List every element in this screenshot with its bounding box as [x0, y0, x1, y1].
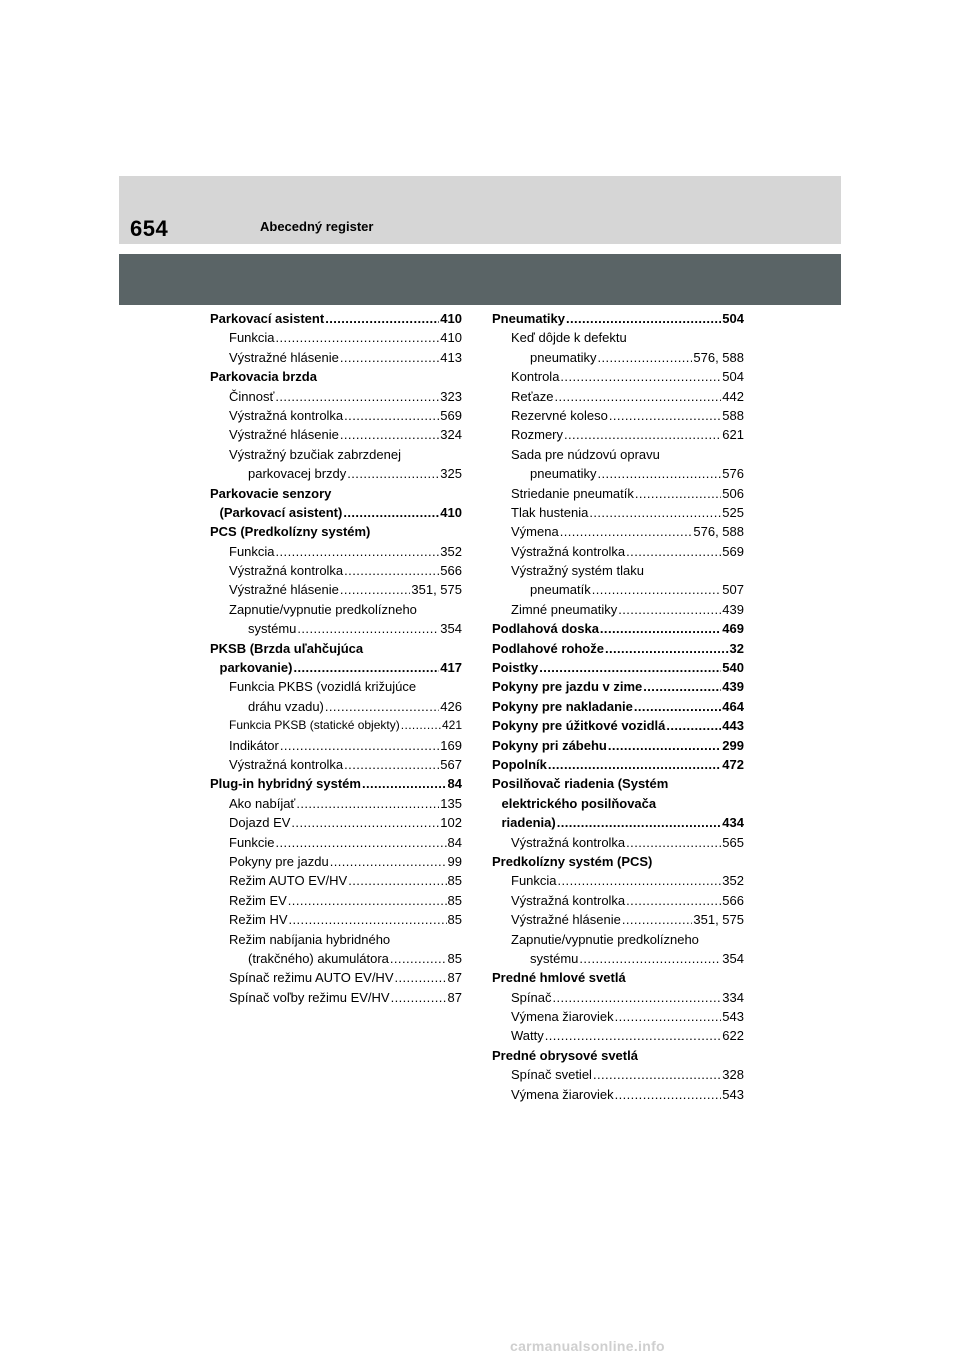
index-entry-term: systému — [530, 950, 579, 966]
index-entry-term: Tlak hustenia — [511, 504, 589, 520]
index-entry — [210, 930, 462, 949]
index-entry-term: Režim AUTO EV/HV — [229, 873, 348, 889]
dot-leader — [626, 833, 721, 852]
dot-leader — [609, 406, 721, 425]
index-column-right — [492, 309, 744, 1104]
index-entry-page: 565 — [722, 834, 744, 850]
index-entry-page: 351, 575 — [411, 582, 462, 598]
index-entry-term: Zapnutie/vypnutie predkolízneho — [229, 601, 417, 617]
index-entry — [492, 794, 744, 813]
index-entry — [492, 484, 744, 503]
index-entry-term: Výstražný systém tlaku — [511, 563, 644, 579]
index-entry-page: 324 — [440, 427, 462, 443]
dot-leader — [597, 464, 721, 483]
index-entry — [492, 445, 744, 464]
index-entry — [210, 988, 462, 1007]
index-entry-term: Výstražná kontrolka — [511, 892, 626, 908]
index-entry-term: Výmena žiaroviek — [511, 1086, 614, 1102]
index-entry — [492, 755, 744, 774]
index-entry — [492, 580, 744, 599]
dot-leader — [560, 522, 693, 541]
index-entry-page: 504 — [722, 311, 744, 326]
index-entry-page: 325 — [440, 466, 462, 482]
dot-leader — [634, 697, 721, 716]
index-entry — [210, 639, 462, 658]
index-entry — [210, 619, 462, 638]
index-entry-page: 85 — [447, 892, 462, 908]
dot-leader — [635, 484, 721, 503]
index-entry-page: 566 — [722, 892, 744, 908]
dot-leader — [340, 580, 411, 599]
dot-leader — [626, 891, 721, 910]
index-entry — [492, 387, 744, 406]
dot-leader — [325, 697, 439, 716]
index-entry-page: 410 — [440, 504, 462, 520]
index-entry — [210, 522, 462, 541]
index-entry-page: 32 — [729, 640, 744, 656]
dot-leader — [560, 367, 721, 386]
dot-leader — [276, 328, 440, 347]
index-entry-term: Výstražné hlásenie — [229, 349, 339, 365]
index-entry-term: Výstražné hlásenie — [229, 582, 339, 598]
index-entry-page: 135 — [440, 795, 462, 811]
dot-leader — [276, 542, 440, 561]
index-entry — [492, 716, 744, 735]
index-entry — [210, 949, 462, 968]
page-number: 654 — [130, 216, 169, 241]
index-entry — [492, 871, 744, 890]
index-entry-page: 567 — [440, 756, 462, 772]
index-entry — [210, 794, 462, 813]
index-entry-page: 469 — [722, 621, 744, 637]
index-entry-page: 352 — [722, 873, 744, 889]
index-entry-term: pneumatík — [530, 582, 591, 598]
index-entry — [492, 425, 744, 444]
watermark: carmanualsonline.info — [510, 1338, 665, 1354]
index-entry-page: 87 — [447, 970, 462, 986]
index-entry — [210, 600, 462, 619]
index-entry-page: 299 — [722, 737, 744, 753]
index-entry-page: 334 — [722, 989, 744, 1005]
index-entry — [210, 387, 462, 406]
index-entry — [492, 658, 744, 677]
index-entry-page: 504 — [722, 369, 744, 385]
dot-leader — [643, 677, 721, 696]
index-entry-page: 566 — [440, 563, 462, 579]
index-entry — [210, 852, 462, 871]
index-entry-term: Plug-in hybridný systém — [210, 776, 361, 792]
dot-leader — [666, 716, 721, 735]
index-entry — [492, 522, 744, 541]
index-entry — [210, 445, 462, 464]
index-entry — [492, 949, 744, 968]
index-entry — [210, 716, 462, 735]
index-entry — [210, 736, 462, 755]
dot-leader — [276, 833, 447, 852]
index-entry — [492, 309, 744, 328]
index-entry-term: Parkovacia brzda — [210, 369, 317, 385]
header-band — [119, 176, 841, 244]
index-entry — [210, 891, 462, 910]
index-entry-term: elektrického posilňovača — [501, 795, 657, 811]
dot-leader — [340, 348, 439, 367]
index-entry-page: 421 — [441, 718, 462, 733]
index-entry-page: 464 — [722, 698, 744, 714]
index-entry-page: 439 — [722, 679, 744, 695]
index-entry-page: 328 — [722, 1067, 744, 1083]
dot-leader — [362, 774, 447, 793]
index-entry — [492, 328, 744, 347]
index-entry-page: 84 — [447, 834, 462, 850]
index-entry — [492, 910, 744, 929]
index-entry-term: Funkcia PKBS (vozidlá križujúce — [229, 679, 417, 695]
index-entry — [492, 968, 744, 987]
index-entry-term: Ako nabíjať — [229, 795, 296, 811]
index-entry — [492, 833, 744, 852]
index-entry-term: Posilňovač riadenia (Systém — [492, 776, 669, 792]
index-entry — [210, 658, 462, 677]
index-entry-page: 84 — [447, 776, 462, 792]
dot-leader — [566, 309, 721, 328]
index-entry-term: Výstražná kontrolka — [511, 834, 626, 850]
index-entry-term: Dojazd EV — [229, 815, 291, 831]
index-entry — [210, 697, 462, 716]
dot-leader — [390, 949, 447, 968]
index-entry-page: 354 — [440, 621, 462, 637]
index-entry-page: 540 — [722, 660, 744, 676]
index-entry-term: Výmena — [511, 524, 559, 540]
index-entry — [492, 503, 744, 522]
dot-leader — [395, 968, 447, 987]
dot-leader — [297, 619, 439, 638]
index-entry — [492, 406, 744, 425]
index-entry-term: pneumatiky — [530, 349, 597, 365]
index-entry-term: Výstražná kontrolka — [229, 407, 344, 423]
index-entry — [210, 813, 462, 832]
dot-leader — [615, 1007, 722, 1026]
dot-leader — [289, 910, 447, 929]
index-entry-term: Výstražný bzučiak zabrzdenej — [229, 446, 401, 462]
dot-leader — [552, 988, 721, 1007]
dot-leader — [344, 755, 439, 774]
index-entry-page: 576, 588 — [693, 524, 744, 540]
index-entry-term: Spínač svetiel — [511, 1067, 592, 1083]
index-entry-page: 352 — [440, 543, 462, 559]
index-entry — [210, 580, 462, 599]
index-entry — [492, 542, 744, 561]
index-entry-term: Funkcia — [511, 873, 557, 889]
index-entry-term: Činnosť — [229, 388, 275, 404]
index-entry-page: 410 — [440, 311, 462, 326]
index-entry-page: 543 — [722, 1009, 744, 1025]
index-entry — [492, 639, 744, 658]
index-entry — [492, 930, 744, 949]
index-entry-page: 569 — [722, 543, 744, 559]
index-entry-term: Výmena žiaroviek — [511, 1009, 614, 1025]
index-entry-page: 506 — [722, 485, 744, 501]
dot-leader — [340, 425, 439, 444]
index-entry-page: 576, 588 — [693, 349, 744, 365]
dot-leader — [605, 639, 729, 658]
dot-leader — [348, 871, 446, 890]
dot-leader — [401, 716, 441, 735]
index-entry-term: Spínač režimu AUTO EV/HV — [229, 970, 394, 986]
index-entry-term: systému — [248, 621, 297, 637]
index-entry-term: Zapnutie/vypnutie predkolízneho — [511, 931, 699, 947]
index-entry-page: 354 — [722, 950, 744, 966]
index-entry-term: (trakčného) akumulátora — [248, 950, 389, 966]
index-entry-term: Predkolízny systém (PCS) — [492, 853, 653, 869]
index-entry-term: dráhu vzadu) — [248, 698, 324, 714]
index-entry-term: (Parkovací asistent) — [219, 504, 343, 520]
index-entry-page: 543 — [722, 1086, 744, 1102]
dot-leader — [344, 406, 439, 425]
index-entry-term: Pokyny pri zábehu — [492, 737, 607, 753]
index-entry — [492, 600, 744, 619]
index-entry — [492, 677, 744, 696]
index-entry — [210, 542, 462, 561]
index-entry-term: Spínač — [511, 989, 552, 1005]
index-entry-term: Parkovacie senzory — [210, 485, 332, 501]
index-entry — [210, 910, 462, 929]
index-entry-term: Výstražná kontrolka — [511, 543, 626, 559]
index-entry — [210, 309, 462, 328]
index-entry-page: 525 — [722, 504, 744, 520]
index-entry — [492, 988, 744, 1007]
index-entry — [210, 367, 462, 386]
dot-leader — [344, 561, 439, 580]
index-entry — [492, 561, 744, 580]
index-entry — [492, 774, 744, 793]
index-entry-page: 99 — [447, 853, 462, 869]
dot-leader — [615, 1085, 722, 1104]
index-entry-page: 443 — [722, 718, 744, 734]
index-entry — [492, 1065, 744, 1084]
index-column-left — [210, 309, 462, 1007]
index-entry-term: Funkcia PKSB (statické objekty) — [229, 718, 400, 733]
index-entry — [210, 755, 462, 774]
index-entry — [210, 503, 462, 522]
dot-leader — [600, 619, 721, 638]
index-entry-page: 569 — [440, 407, 462, 423]
index-entry — [492, 697, 744, 716]
index-entry-page: 439 — [722, 601, 744, 617]
index-entry-term: Predné hmlové svetlá — [492, 970, 626, 986]
index-entry-term: Spínač voľby režimu EV/HV — [229, 989, 390, 1005]
index-entry — [492, 1007, 744, 1026]
index-entry-term: Keď dôjde k defektu — [511, 330, 627, 346]
index-entry-term: Popolník — [492, 756, 547, 772]
index-entry-term: parkovanie) — [219, 660, 293, 676]
index-entry-term: Watty — [511, 1028, 544, 1044]
index-entry — [210, 774, 462, 793]
index-entry-term: Sada pre núdzovú opravu — [511, 446, 660, 462]
dot-leader — [622, 910, 693, 929]
index-entry-page: 85 — [447, 912, 462, 928]
index-entry-term: parkovacej brzdy — [248, 466, 347, 482]
index-entry-term: Rezervné koleso — [511, 407, 608, 423]
index-entry-page: 622 — [722, 1028, 744, 1044]
index-entry-page: 442 — [722, 388, 744, 404]
index-entry-page: 169 — [440, 737, 462, 753]
index-entry-term: Pokyny pre úžitkové vozidlá — [492, 718, 666, 734]
index-entry — [210, 425, 462, 444]
index-entry-term: Funkcie — [229, 834, 275, 850]
dot-leader — [618, 600, 721, 619]
index-entry — [210, 484, 462, 503]
index-entry — [492, 891, 744, 910]
dot-leader — [291, 813, 439, 832]
index-entry-term: Funkcia — [229, 330, 275, 346]
dot-leader — [343, 503, 439, 522]
index-entry — [210, 677, 462, 696]
index-entry — [210, 464, 462, 483]
index-entry-term: Kontrola — [511, 369, 560, 385]
index-entry — [492, 1026, 744, 1045]
dot-leader — [325, 309, 439, 328]
index-entry-term: PKSB (Brzda uľahčujúca — [210, 640, 364, 656]
index-entry — [210, 348, 462, 367]
index-entry — [492, 464, 744, 483]
index-entry-term: Pokyny pre jazdu — [229, 853, 329, 869]
index-entry-term: Režim EV — [229, 892, 287, 908]
dot-leader — [288, 891, 447, 910]
index-entry-term: Výstražné hlásenie — [511, 912, 621, 928]
index-entry — [492, 813, 744, 832]
dot-leader — [593, 1065, 721, 1084]
index-entry-page: 323 — [440, 388, 462, 404]
index-entry-term: Výstražná kontrolka — [229, 756, 344, 772]
index-entry-term: Poistky — [492, 660, 539, 676]
dot-leader — [545, 1026, 722, 1045]
index-entry — [492, 367, 744, 386]
index-entry-term: Režim HV — [229, 912, 288, 928]
index-entry-page: 417 — [440, 660, 462, 676]
index-entry — [210, 833, 462, 852]
dot-leader — [539, 658, 721, 677]
dot-leader — [579, 949, 721, 968]
index-entry-page: 87 — [447, 989, 462, 1005]
dot-leader — [608, 736, 721, 755]
index-entry — [210, 406, 462, 425]
index-entry-term: Rozmery — [511, 427, 564, 443]
index-entry-term: riadenia) — [501, 815, 556, 831]
dot-leader — [592, 580, 722, 599]
dot-leader — [626, 542, 721, 561]
index-entry-page: 85 — [447, 873, 462, 889]
index-entry — [210, 561, 462, 580]
index-entry-page: 413 — [440, 349, 462, 365]
dot-leader — [554, 387, 721, 406]
dot-leader — [391, 988, 447, 1007]
dot-leader — [330, 852, 447, 871]
index-entry-page: 426 — [440, 698, 462, 714]
index-entry-term: Zimné pneumatiky — [511, 601, 618, 617]
index-entry-term: Pneumatiky — [492, 311, 565, 326]
dot-leader — [558, 871, 722, 890]
index-entry-page: 621 — [722, 427, 744, 443]
index-entry-term: Parkovací asistent — [210, 311, 325, 326]
index-entry-page: 102 — [440, 815, 462, 831]
index-entry — [492, 619, 744, 638]
index-entry-page: 351, 575 — [693, 912, 744, 928]
dot-leader — [293, 658, 439, 677]
index-entry-term: Podlahová doska — [492, 621, 599, 637]
index-entry — [492, 348, 744, 367]
dot-leader — [280, 736, 439, 755]
index-entry-term: Indikátor — [229, 737, 279, 753]
dot-leader — [564, 425, 721, 444]
section-title: Abecedný register — [260, 219, 374, 234]
index-entry — [492, 736, 744, 755]
dot-leader — [296, 794, 439, 813]
index-entry-page: 410 — [440, 330, 462, 346]
index-entry-page: 588 — [722, 407, 744, 423]
dot-leader — [589, 503, 721, 522]
header-dark-band — [119, 254, 841, 305]
dot-leader — [347, 464, 439, 483]
index-entry — [492, 852, 744, 871]
index-entry — [210, 328, 462, 347]
index-entry-page: 507 — [722, 582, 744, 598]
index-entry-term: Pokyny pre jazdu v zime — [492, 679, 643, 695]
index-entry — [492, 1085, 744, 1104]
index-entry-term: PCS (Predkolízny systém) — [210, 524, 371, 540]
dot-leader — [548, 755, 721, 774]
index-entry — [492, 1046, 744, 1065]
index-entry-page: 576 — [722, 466, 744, 482]
index-entry-page: 434 — [722, 815, 744, 831]
dot-leader — [275, 387, 439, 406]
index-entry-term: Funkcia — [229, 543, 275, 559]
dot-leader — [597, 348, 692, 367]
index-entry-page: 472 — [722, 756, 744, 772]
index-entry-term: Striedanie pneumatík — [511, 485, 634, 501]
index-entry-term: Výstražné hlásenie — [229, 427, 339, 443]
index-entry-page: 85 — [447, 950, 462, 966]
index-entry-term: Reťaze — [511, 388, 554, 404]
dot-leader — [557, 813, 722, 832]
index-entry-term: Režim nabíjania hybridného — [229, 931, 391, 947]
index-entry-term: Predné obrysové svetlá — [492, 1047, 638, 1063]
index-entry-term: Pokyny pre nakladanie — [492, 698, 633, 714]
index-entry-term: pneumatiky — [530, 466, 597, 482]
index-entry — [210, 968, 462, 987]
index-entry — [210, 871, 462, 890]
index-entry-term: Výstražná kontrolka — [229, 563, 344, 579]
index-entry-term: Podlahové rohože — [492, 640, 604, 656]
